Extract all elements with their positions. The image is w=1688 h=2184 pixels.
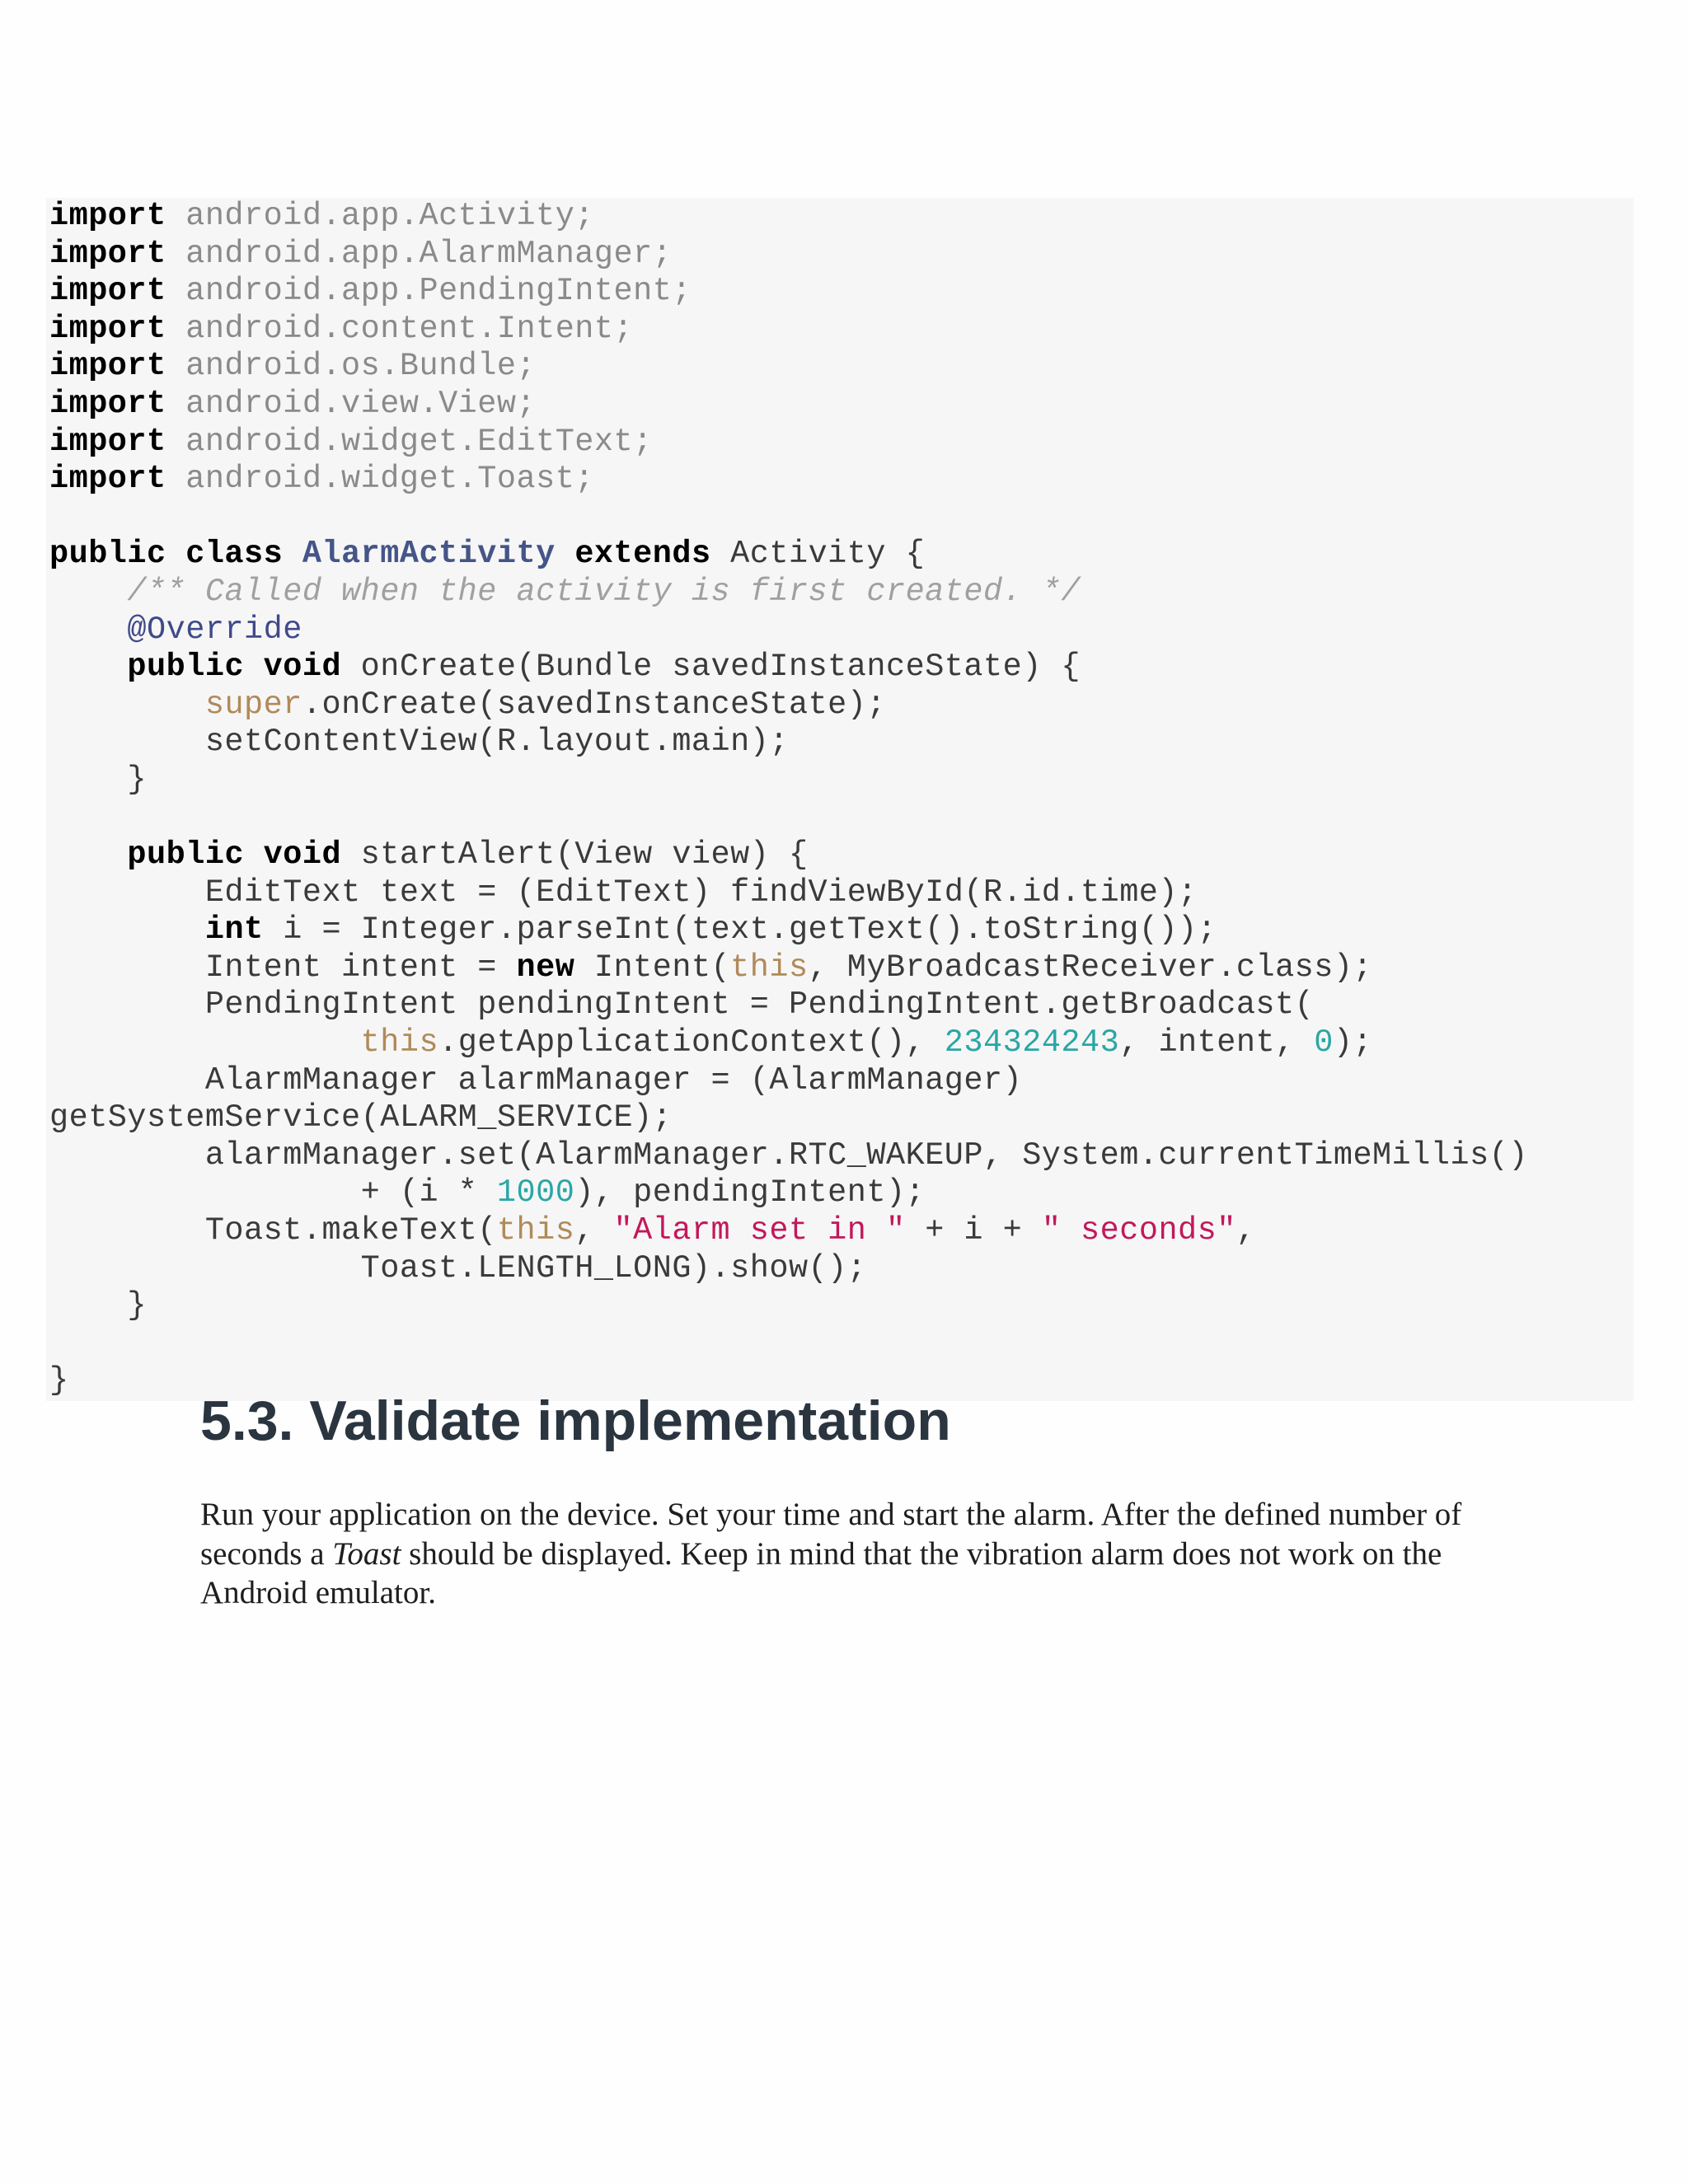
code-line [49, 912, 1528, 949]
code-token: @Override [127, 611, 302, 648]
code-token [49, 837, 127, 873]
code-line [49, 1137, 1528, 1175]
code-block [46, 198, 1634, 1401]
code-line [49, 424, 1528, 462]
code-token: import [49, 310, 166, 347]
code-token: import [49, 235, 166, 272]
code-token: int [204, 912, 264, 949]
code-line [49, 1212, 1528, 1250]
code-token: import [49, 348, 166, 385]
code-token: public void [127, 837, 342, 874]
code-token [49, 612, 127, 648]
code-token: new [516, 949, 575, 986]
code-token: Intent intent = [49, 949, 517, 986]
code-line [49, 461, 1528, 499]
code-line [49, 1174, 1528, 1212]
code-line [49, 762, 1528, 799]
code-token: } [49, 1362, 69, 1399]
code-token: getSystemService(ALARM_SERVICE); [49, 1099, 673, 1137]
code-line [49, 837, 1528, 874]
code-token: android.app.AlarmManager; [166, 235, 673, 272]
code-token: PendingIntent pendingIntent = PendingIntent.getBroadcast( [49, 987, 1315, 1024]
code-token [49, 1024, 361, 1061]
code-token: startAlert(View view) { [341, 837, 809, 874]
code-token: extends [574, 536, 711, 573]
code-line [49, 687, 1528, 724]
code-token: , intent, [1119, 1024, 1315, 1062]
code-token: , [574, 1212, 614, 1249]
code-token: AlarmActivity [302, 536, 556, 573]
code-token: import [49, 385, 166, 422]
code-token: this [496, 1212, 575, 1249]
code-token [49, 574, 127, 610]
code-token: Activity { [710, 536, 926, 573]
code-token: android.view.View; [166, 385, 537, 422]
code-token: super [204, 686, 302, 723]
code-line [49, 236, 1528, 274]
paragraph-text-start: Run your application on the device. Set your time and start the alarm. After the defined number of seconds a [200, 1497, 1462, 1572]
code-token: 0 [1314, 1024, 1334, 1062]
code-token: this [730, 949, 809, 986]
code-token: , [1236, 1212, 1256, 1249]
code-token: android.app.Activity; [166, 198, 594, 234]
code-line [49, 1325, 1528, 1363]
code-line [49, 536, 1528, 574]
code-listing [49, 198, 1528, 1400]
code-token: .getApplicationContext(), [438, 1024, 945, 1062]
code-token: 1000 [496, 1174, 575, 1212]
code-token: ), pendingIntent); [574, 1174, 926, 1212]
code-line [49, 273, 1528, 311]
code-line [49, 649, 1528, 687]
code-token: i = Integer.parseInt(text.getText().toString()); [263, 912, 1217, 949]
code-token: onCreate(Bundle savedInstanceState) { [341, 649, 1081, 686]
code-token [49, 912, 205, 948]
code-token: this [360, 1024, 439, 1062]
code-token: android.widget.Toast; [166, 461, 594, 498]
code-line [49, 1250, 1528, 1288]
code-token: 234324243 [944, 1024, 1120, 1062]
code-token: Toast.makeText( [49, 1212, 497, 1249]
code-line [49, 386, 1528, 424]
code-token [49, 649, 127, 685]
code-token: Toast.LENGTH_LONG).show(); [49, 1249, 867, 1286]
code-token: ); [1333, 1024, 1373, 1062]
toast-emphasis: Toast [332, 1535, 401, 1572]
code-line [49, 1024, 1528, 1062]
code-line [49, 1062, 1528, 1100]
code-token: Intent( [574, 949, 731, 986]
code-line [49, 874, 1528, 912]
code-token: "Alarm set in " [613, 1212, 906, 1249]
code-line [49, 1099, 1528, 1137]
code-token: import [49, 423, 166, 460]
code-token: EditText text = (EditText) findViewById(R.id.time); [49, 874, 1198, 911]
code-line [49, 1287, 1528, 1325]
code-token: AlarmManager alarmManager = (AlarmManager) [49, 1062, 1023, 1099]
code-token: import [49, 273, 166, 310]
code-line [49, 198, 1528, 236]
code-line [49, 348, 1528, 386]
code-token: android.content.Intent; [166, 310, 634, 347]
code-line [49, 724, 1528, 762]
code-line [49, 612, 1528, 649]
code-token: alarmManager.set(AlarmManager.RTC_WAKEUP, System.currentTimeMillis() [49, 1137, 1528, 1174]
code-token: } [49, 1287, 148, 1324]
code-token: .onCreate(savedInstanceState); [302, 686, 886, 723]
code-token [283, 536, 302, 572]
code-line [49, 987, 1528, 1024]
code-line [49, 799, 1528, 837]
code-token: import [49, 461, 166, 498]
code-token: import [49, 198, 166, 234]
section-heading: 5.3. Validate implementation [200, 1390, 951, 1452]
code-token: setContentView(R.layout.main); [49, 724, 789, 761]
code-token: " seconds" [1041, 1212, 1236, 1249]
code-line [49, 311, 1528, 349]
code-token: , MyBroadcastReceiver.class); [808, 949, 1373, 986]
paragraph-text-end: should be displayed. Keep in mind that the vibration alarm does not work on the Android emulator. [200, 1535, 1442, 1610]
code-token: android.widget.EditText; [166, 423, 653, 460]
code-token: + i + [905, 1212, 1042, 1249]
code-token: + (i * [49, 1174, 497, 1212]
body-paragraph [200, 1495, 1519, 1613]
code-token: android.app.PendingIntent; [166, 273, 692, 310]
code-token: /** Called when the activity is first created. */ [127, 573, 1081, 610]
code-line [49, 574, 1528, 612]
code-token: public class [49, 536, 284, 573]
code-line [49, 949, 1528, 987]
code-token: android.os.Bundle; [166, 348, 537, 385]
code-token [49, 687, 205, 723]
code-token: public void [127, 649, 342, 686]
code-line [49, 499, 1528, 537]
code-token: } [49, 761, 148, 798]
code-token [556, 536, 575, 572]
